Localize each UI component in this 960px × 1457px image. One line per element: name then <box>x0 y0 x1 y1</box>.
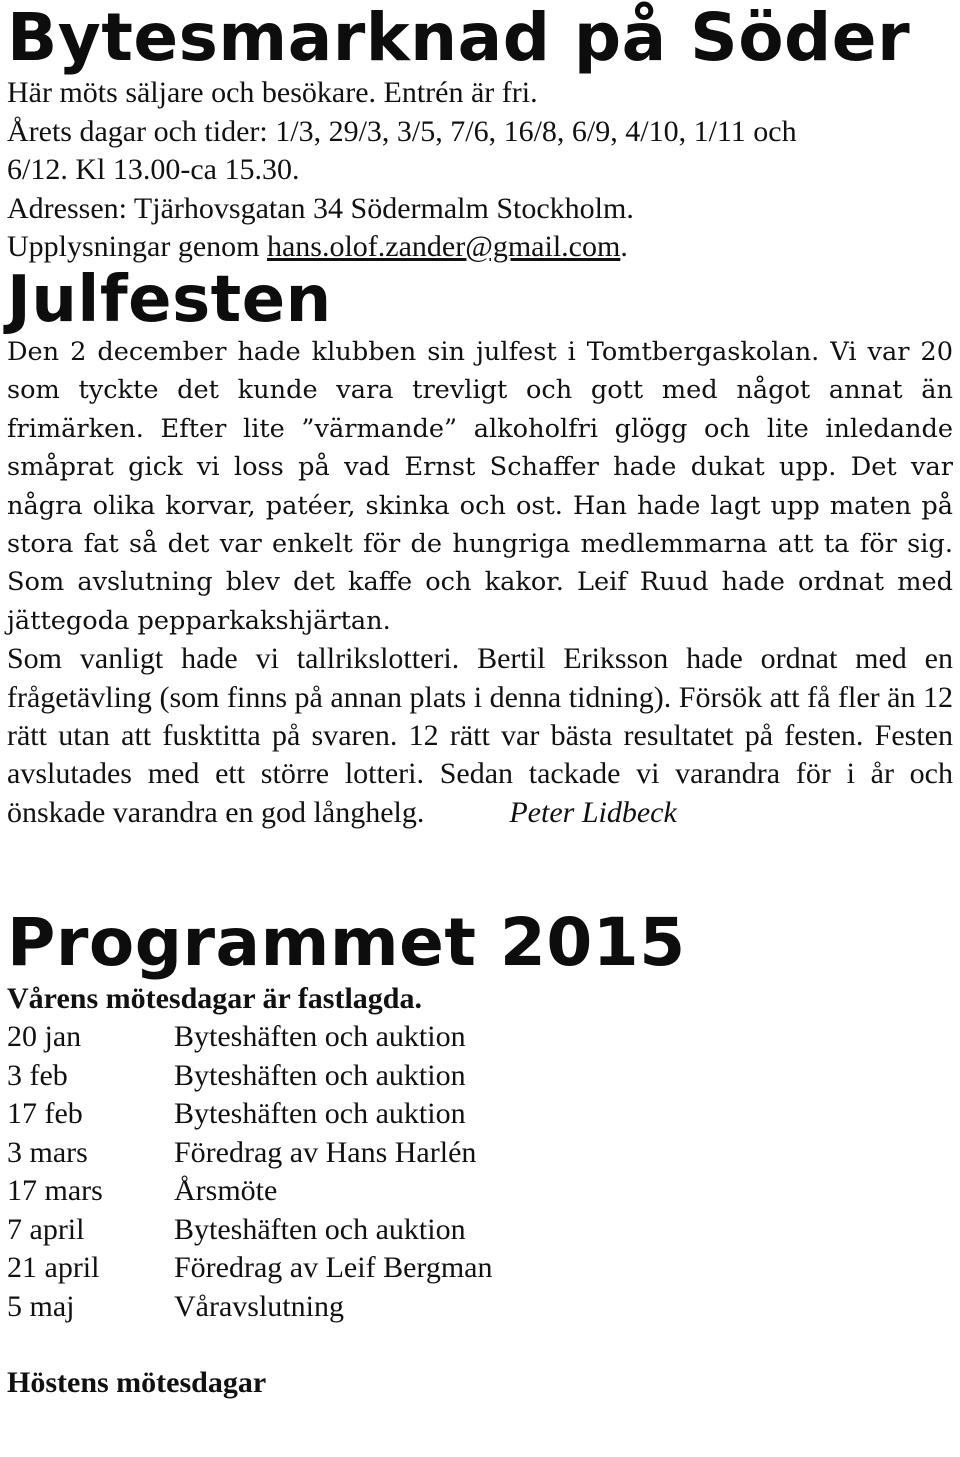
schedule-event: Byteshäften och auktion <box>174 1212 466 1246</box>
email-link[interactable]: hans.olof.zander@gmail.com <box>266 230 621 264</box>
schedule-row <box>7 1172 493 1211</box>
schedule-event: Byteshäften och auktion <box>174 1020 466 1054</box>
julfest-paragraph-text: Som vanligt hade vi tallrikslotteri. Bertil Eriksson hade ordnat med en frågetävling (som finns på annan plats i denna tidning). Försök att få fler än 12 rätt utan att fusktitta på svaren. 12 rätt var bästa resultatet på festen. Festen avslutades med ett större lotteri. Sedan tackade vi varandra för i år och önskade varandra en god långhelg. <box>7 642 953 829</box>
schedule-event: Årsmöte <box>174 1174 278 1208</box>
newsletter-page <box>7 0 953 1402</box>
schedule-row <box>7 1288 493 1327</box>
schedule-row <box>7 1018 493 1057</box>
schedule-event: Föredrag av Hans Harlén <box>174 1135 477 1169</box>
schedule-row <box>7 1211 493 1250</box>
contact-prefix: Upplysningar genom <box>7 230 267 264</box>
schedule-event: Byteshäften och auktion <box>174 1097 466 1131</box>
market-line: Adressen: Tjärhovsgatan 34 Södermalm Stockholm. <box>7 191 634 225</box>
schedule-row <box>7 1057 493 1096</box>
schedule-date: 20 jan <box>7 1020 82 1054</box>
market-heading: Bytesmarknad på Söder <box>7 0 911 76</box>
contact-suffix: . <box>620 230 628 264</box>
contact-line <box>7 228 953 267</box>
market-line: 6/12. Kl 13.00-ca 15.30. <box>7 153 300 187</box>
schedule-date: 3 mars <box>7 1135 88 1169</box>
schedule-event: Byteshäften och auktion <box>174 1058 466 1092</box>
program-heading: Programmet 2015 <box>7 904 686 982</box>
spring-schedule <box>7 1018 493 1326</box>
schedule-event: Föredrag av Leif Bergman <box>174 1251 493 1285</box>
julfest-article <box>7 333 953 832</box>
author-signature: Peter Lidbeck <box>509 795 677 829</box>
schedule-date: 17 feb <box>7 1097 83 1131</box>
julfest-paragraph-2 <box>7 640 953 832</box>
schedule-date: 21 april <box>7 1251 100 1285</box>
schedule-event: Våravslutning <box>174 1289 344 1323</box>
market-line: Årets dagar och tider: 1/3, 29/3, 3/5, 7/6, 16/8, 6/9, 4/10, 1/11 och <box>7 114 797 148</box>
julfest-heading: Julfesten <box>7 262 332 337</box>
julfest-paragraph: Den 2 december hade klubben sin julfest i Tomtbergaskolan. Vi var 20 som tyckte det kunde vara trevligt och gott med något annat än frimärken. Efter lite ”värmande” alkoholfri glögg och lite inledande småprat gick vi loss på vad Ernst Schaffer hade dukat upp. Det var några olika korvar, patéer, skinka och ost. Han hade lagt upp maten på stora fat så det var enkelt för de hungriga medlemmarna att ta för sig. Som avslutning blev det kaffe och kakor. Leif Ruud hade ordnat med jättegoda pepparkakshjärtan. <box>7 336 953 636</box>
schedule-date: 7 april <box>7 1212 85 1246</box>
schedule-row <box>7 1095 493 1134</box>
schedule-row <box>7 1249 493 1288</box>
schedule-date: 5 maj <box>7 1289 75 1323</box>
schedule-date: 3 feb <box>7 1058 68 1092</box>
spring-heading: Vårens mötesdagar är fastlagda. <box>7 982 422 1016</box>
market-info <box>7 74 953 267</box>
market-line: Här möts säljare och besökare. Entrén är fri. <box>7 76 538 109</box>
autumn-heading: Höstens mötesdagar <box>7 1366 267 1400</box>
schedule-date: 17 mars <box>7 1174 103 1208</box>
schedule-row <box>7 1134 493 1173</box>
